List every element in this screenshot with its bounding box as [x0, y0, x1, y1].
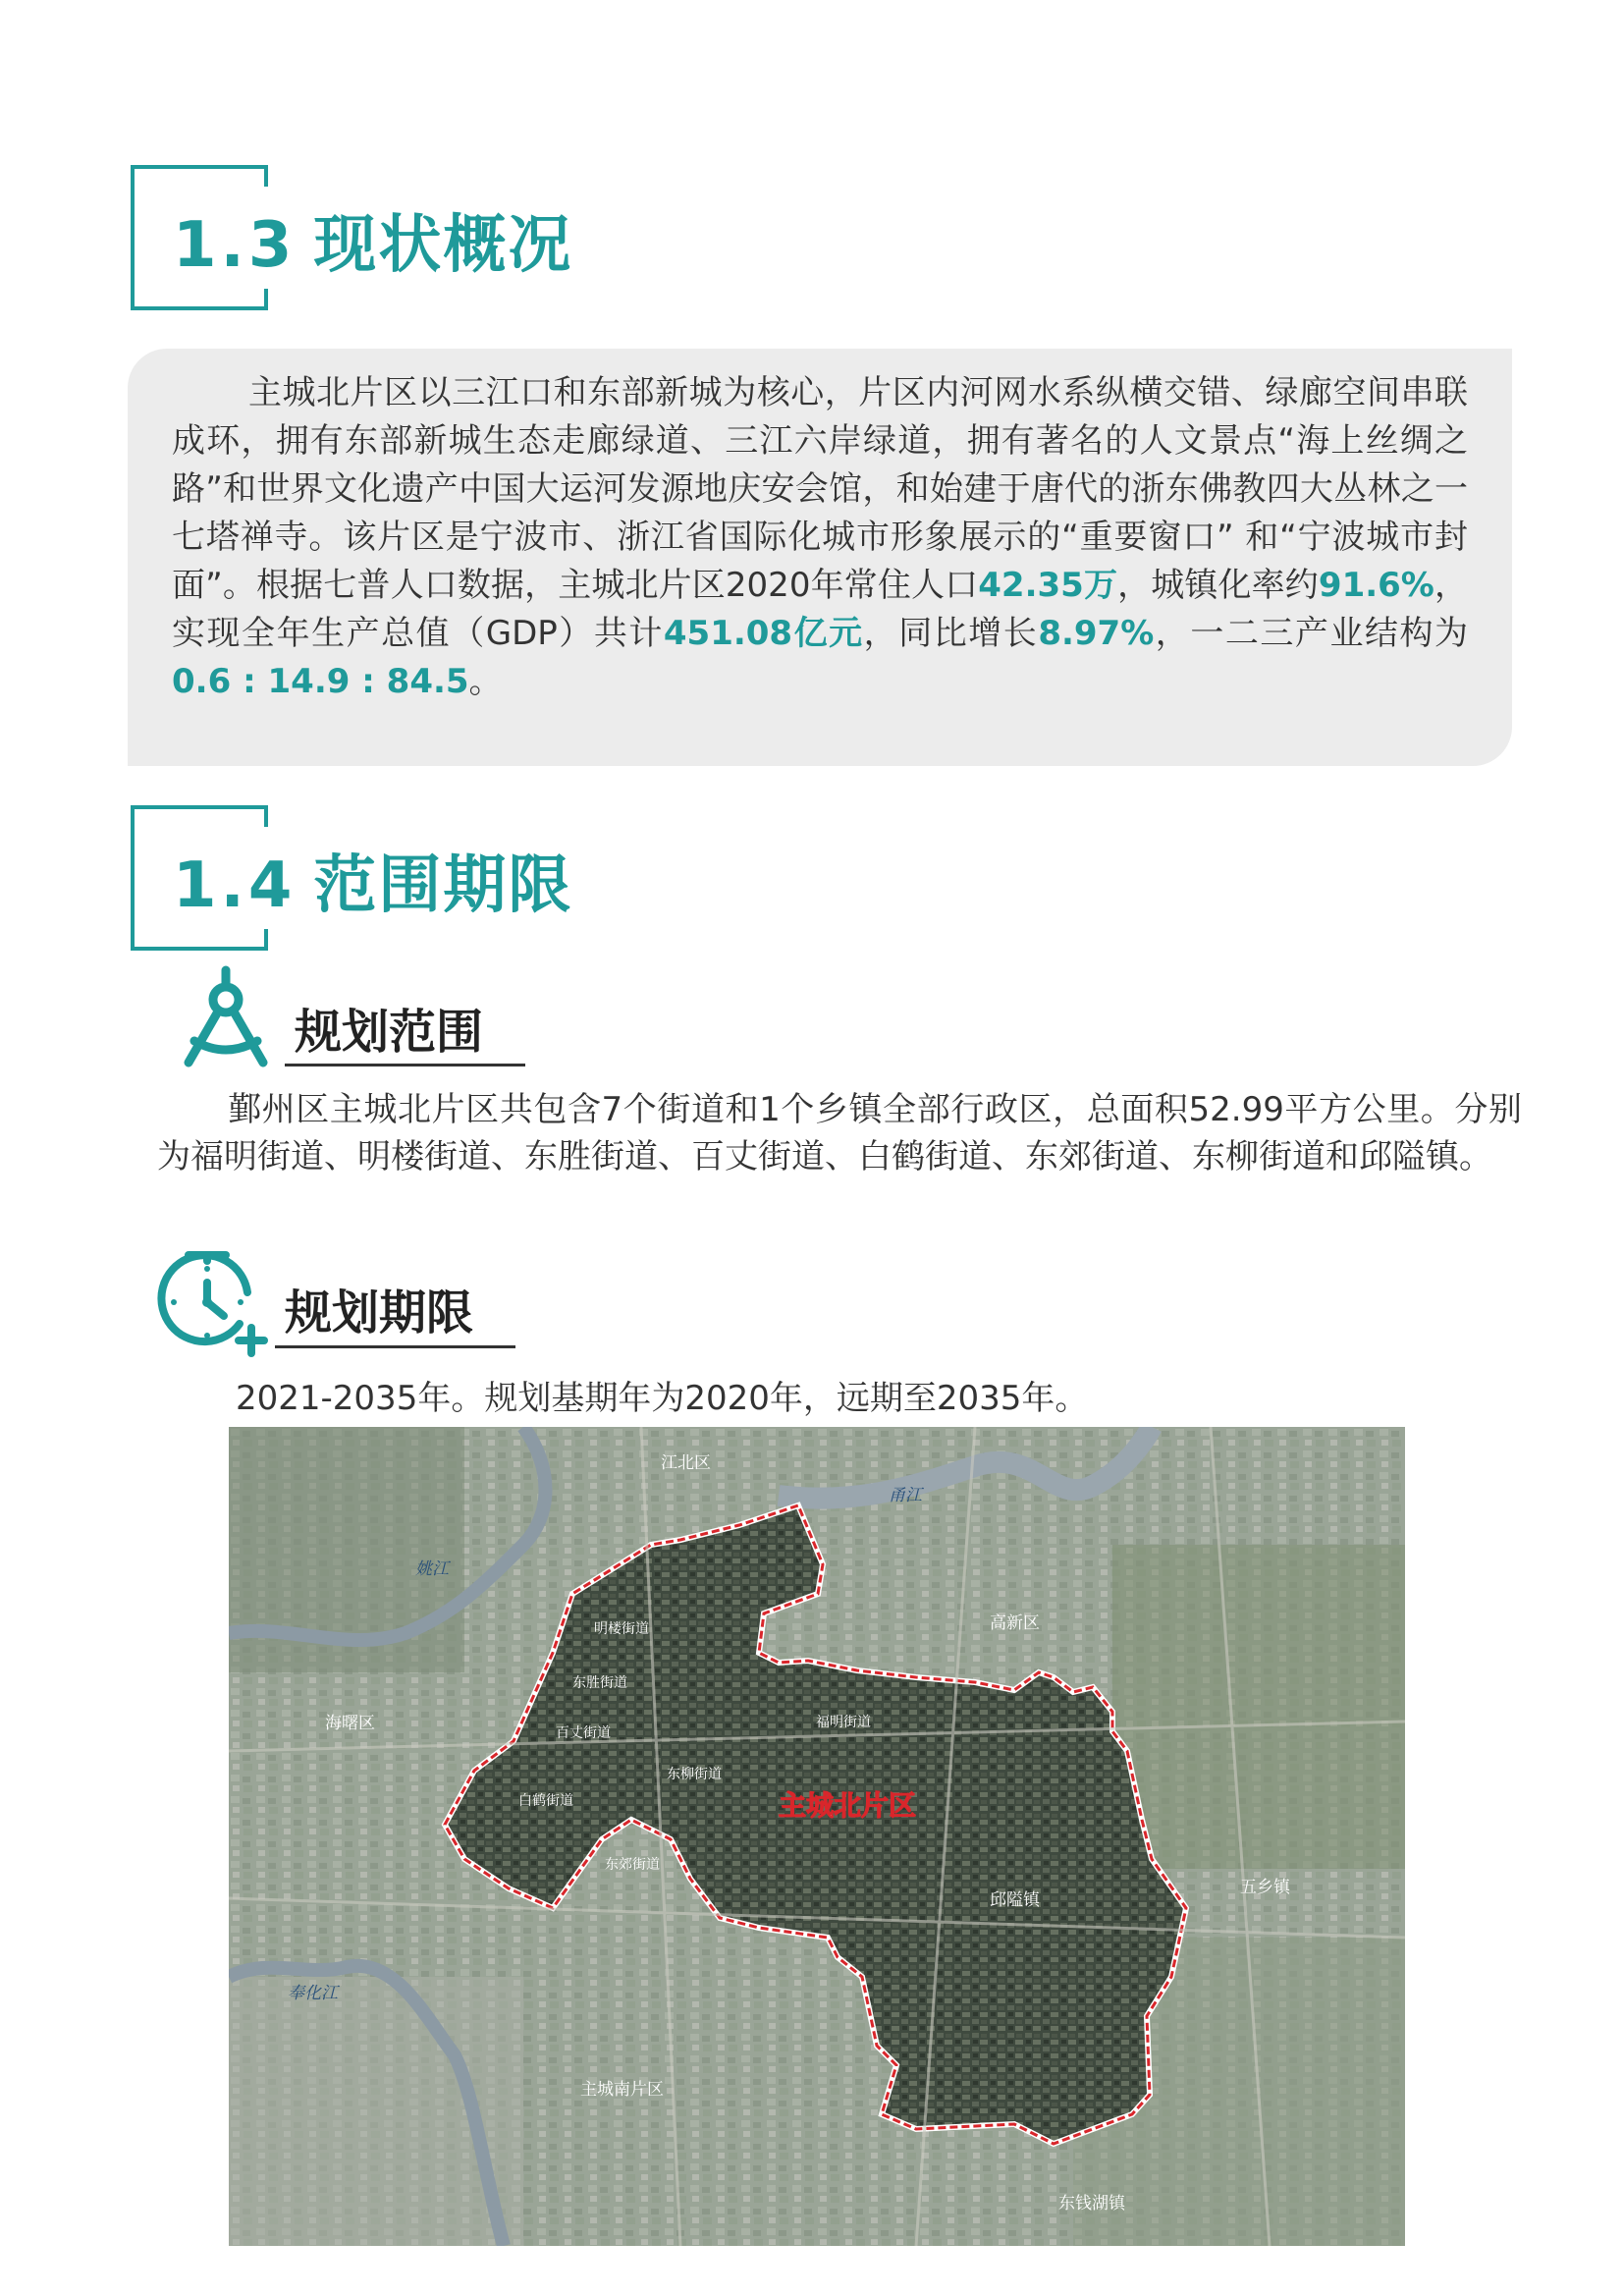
section-heading: 范围期限: [313, 849, 573, 922]
map-label-baizhang: 百丈街道: [556, 1725, 611, 1741]
map-label-dongliu: 东柳街道: [667, 1767, 722, 1782]
scope-title: 规划范围: [295, 1005, 484, 1060]
map-label-jiangbei: 江北区: [661, 1453, 711, 1473]
summary-text-5: ，一二三产业结构为: [1154, 614, 1469, 653]
map-label-zone-south: 主城南片区: [580, 2080, 664, 2100]
map-label-dongjiao: 东郊街道: [605, 1857, 660, 1873]
summary-paragraph: [172, 369, 1468, 706]
section-title-1-4: [173, 835, 572, 925]
summary-text-2: ，城镇化率约: [1117, 566, 1319, 605]
growth-value: 8.97%: [1038, 614, 1155, 653]
map-label-gaoxin: 高新区: [990, 1613, 1040, 1633]
map-label-fenghuajiang: 奉化江: [288, 1984, 338, 2003]
summary-text-4: ，同比增长: [863, 614, 1039, 653]
section-heading: 现状概况: [313, 209, 573, 282]
drafting-compass-icon: [177, 964, 275, 1070]
period-underline: [275, 1345, 515, 1348]
industry-structure-value: 0.6 : 14.9 : 84.5: [172, 662, 469, 701]
map-label-minglou: 明楼街道: [594, 1621, 649, 1637]
period-text: 2021-2035年。规划基期年为2020年，远期至2035年。: [236, 1379, 1089, 1418]
population-value: 42.35万: [978, 566, 1118, 605]
map-label-fuming: 福明街道: [816, 1715, 871, 1730]
section-number: 1.3: [173, 209, 297, 282]
map-label-dongqianhu: 东钱湖镇: [1058, 2194, 1125, 2214]
section-title-1-3: [173, 194, 572, 285]
scope-underline: [285, 1064, 525, 1066]
section-number: 1.4: [173, 849, 297, 922]
summary-text-6: 。: [468, 662, 503, 701]
map-label-zone: 主城北片区: [779, 1789, 917, 1822]
clock-plus-icon: [157, 1247, 275, 1357]
map-label-wuxiang: 五乡镇: [1240, 1878, 1290, 1897]
summary-text-3: ，实现全年生产总值（GDP）共计: [172, 566, 1469, 653]
map-label-baihe: 白鹤街道: [518, 1793, 573, 1809]
period-title: 规划期限: [285, 1285, 474, 1340]
map-label-yongjiang: 甬江: [889, 1486, 922, 1505]
satellite-map-svg: [229, 1427, 1405, 2246]
map-label-yaojiang: 姚江: [415, 1559, 449, 1579]
urbanization-value: 91.6%: [1318, 566, 1434, 605]
map-label-dongsheng: 东胜街道: [572, 1675, 627, 1691]
scope-text: 鄞州区主城北片区共包含7个街道和1个乡镇全部行政区，总面积52.99平方公里。分别为福明街道、明楼街道、东胜街道、百丈街道、白鹤街道、东郊街道、东柳街道和邱隘镇。: [157, 1090, 1522, 1176]
map-label-haishu: 海曙区: [325, 1714, 375, 1733]
map-label-qiuai: 邱隘镇: [990, 1890, 1040, 1910]
summary-text-1: 主城北片区以三江口和东部新城为核心，片区内河网水系纵横交错、绿廊空间串联成环，拥有东部新城生态走廊绿道、三江六岸绿道，拥有著名的人文景点“海上丝绸之路”和世界文化遗产中国大运河发源地庆安会馆，和始建于唐代的浙东佛教四大丛林之一七塔禅寺。该片区是宁波市、浙江省国际化城市形象展示的“重要窗口” 和“宁波城市封面”。根据七普人口数据，主城北片区2020年常住人口: [172, 373, 1468, 605]
gdp-value: 451.08亿元: [663, 614, 864, 653]
planning-area-map: [229, 1427, 1405, 2246]
